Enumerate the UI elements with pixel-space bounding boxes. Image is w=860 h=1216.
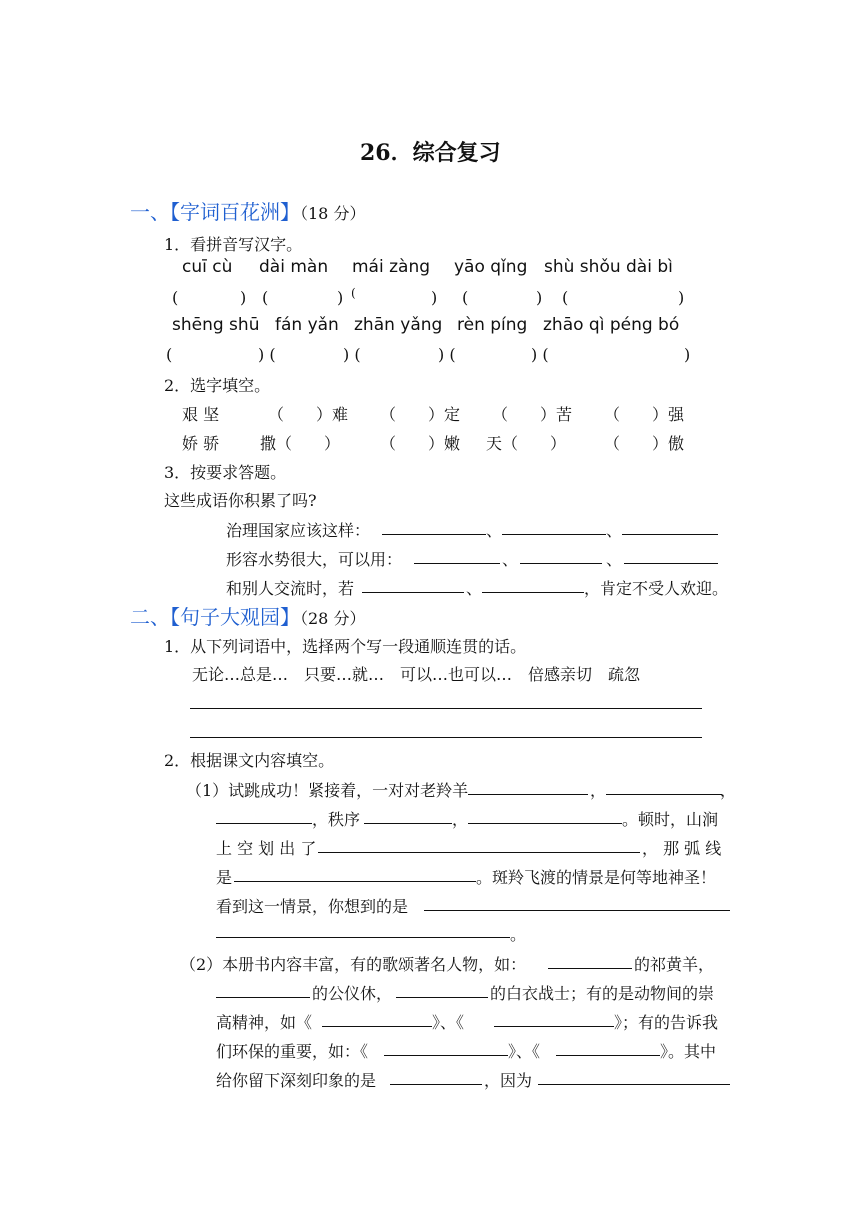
separator: 。: [510, 925, 527, 944]
pinyin-6: shēng shū: [172, 315, 260, 335]
passage-1-blank-1[interactable]: [468, 794, 588, 795]
idiom-prompt-3-end: ，肯定不受人欢迎。: [584, 579, 729, 598]
pinyin-1: cuī cù: [182, 257, 233, 277]
section-2-points: （28 分）: [300, 609, 366, 628]
page-title: 26．综合复习: [360, 140, 501, 166]
writing-line-2[interactable]: [190, 737, 702, 738]
separator: 、: [486, 521, 503, 540]
idiom-blank-3[interactable]: [622, 534, 718, 535]
separator: ，: [590, 781, 607, 800]
idiom-blank-5[interactable]: [520, 563, 602, 564]
passage-1-blank-5[interactable]: [468, 823, 622, 824]
question-2-2: 2．根据课文内容填空。: [164, 751, 335, 770]
idiom-prompt-1: 治理国家应该这样：: [226, 521, 371, 540]
passage-2-text-j: 》。其中: [660, 1042, 717, 1061]
passage-2-blank-4[interactable]: [322, 1026, 432, 1027]
answer-paren-2[interactable]: (: [262, 288, 269, 307]
passage-1-text-b: ，秩序: [312, 810, 361, 829]
idiom-blank-2[interactable]: [502, 534, 606, 535]
idiom-prompt-3: 和别人交流时，若: [226, 579, 355, 598]
char-blank-6[interactable]: （ ）嫩: [380, 434, 461, 453]
pinyin-8: zhān yǎng: [354, 315, 443, 335]
passage-2-text-b: 的祁黄羊，: [634, 955, 715, 974]
passage-1-text-g: 。斑羚飞渡的情景是何等地神圣！: [476, 868, 717, 887]
pinyin-2: dài màn: [259, 257, 329, 277]
char-blank-5[interactable]: 撒（ ）: [260, 434, 341, 453]
char-blank-3[interactable]: （ ）苦: [492, 405, 573, 424]
answer-paren-9-close: ) (: [531, 345, 549, 364]
passage-1-blank-9[interactable]: [216, 937, 510, 938]
passage-2-blank-8[interactable]: [390, 1084, 482, 1085]
writing-line-1[interactable]: [190, 708, 702, 709]
passage-1-text-d: 上 空 划 出 了: [216, 839, 317, 858]
answer-paren-5-close: ): [678, 288, 685, 307]
separator: ，: [720, 781, 737, 800]
pinyin-5: shù shǒu dài bì: [544, 257, 673, 277]
passage-2-blank-3[interactable]: [396, 997, 488, 998]
answer-paren-1-close: ): [240, 288, 247, 307]
passage-2-text-g: 》；有的告诉我: [614, 1013, 719, 1032]
answer-paren-1[interactable]: (: [172, 288, 179, 307]
char-blank-7[interactable]: 天（ ）: [486, 434, 567, 453]
passage-2-text-a: （2）本册书内容丰富，有的歌颂著名人物，如：: [180, 955, 527, 974]
passage-1-blank-4[interactable]: [364, 823, 452, 824]
section-1-points: （18 分）: [300, 204, 366, 223]
passage-2-blank-5[interactable]: [494, 1026, 614, 1027]
answer-paren-8-close: ) (: [438, 345, 456, 364]
pinyin-4: yāo qǐng: [454, 257, 528, 277]
question-1-2: 2．选字填空。: [164, 376, 271, 395]
question-1-1: 1．看拼音写汉字。: [164, 235, 303, 254]
answer-paren-10-close: ): [684, 345, 691, 364]
answer-paren-3[interactable]: (: [351, 286, 356, 300]
passage-2-text-f: 》、《: [432, 1013, 465, 1032]
passage-2-text-e: 高精神，如《: [216, 1013, 313, 1032]
char-group-1: 艰 坚: [182, 405, 220, 424]
passage-1-text-f: 是: [216, 868, 233, 887]
answer-paren-6[interactable]: (: [166, 345, 173, 364]
idiom-blank-4[interactable]: [414, 563, 500, 564]
question-2-1: 1．从下列词语中，选择两个写一段通顺连贯的话。: [164, 637, 527, 656]
idiom-blank-7[interactable]: [362, 592, 464, 593]
answer-paren-2-close: ): [337, 288, 344, 307]
passage-1-text-h: 看到这一情景，你想到的是: [216, 897, 409, 916]
char-blank-8[interactable]: （ ）傲: [604, 434, 685, 453]
answer-paren-3-close: ): [431, 288, 438, 307]
separator: 、: [466, 579, 483, 598]
char-group-2: 娇 骄: [182, 434, 220, 453]
idiom-blank-1[interactable]: [382, 534, 486, 535]
separator: 、: [502, 550, 519, 569]
question-1-3-intro: 这些成语你积累了吗?: [164, 491, 317, 510]
passage-2-text-c: 的公仪休，: [312, 984, 393, 1003]
passage-2-text-d: 的白衣战士；有的是动物间的崇: [490, 984, 715, 1003]
section-2-heading: [130, 601, 365, 630]
passage-2-text-l: ，因为: [484, 1071, 533, 1090]
pinyin-10: zhāo qì péng bó: [543, 315, 680, 335]
passage-2-text-i: 》、《: [508, 1042, 541, 1061]
answer-paren-6-close: ) (: [258, 345, 276, 364]
passage-1-blank-2[interactable]: [606, 794, 722, 795]
pinyin-7: fán yǎn: [275, 315, 339, 335]
passage-1-blank-3[interactable]: [216, 823, 312, 824]
passage-1-text-e: ， 那 弧 线: [642, 839, 722, 858]
passage-2-text-k: 给你留下深刻印象的是: [216, 1071, 377, 1090]
idiom-blank-8[interactable]: [482, 592, 584, 593]
passage-1-text-c: 。顿时，山涧: [622, 810, 719, 829]
idiom-prompt-2: 形容水势很大，可以用：: [226, 550, 403, 569]
question-1-3: 3．按要求答题。: [164, 463, 287, 482]
passage-1-text-a: （1）试跳成功！紧接着，一对对老羚羊: [186, 781, 469, 800]
answer-paren-5[interactable]: (: [562, 288, 569, 307]
idiom-blank-6[interactable]: [624, 563, 718, 564]
char-blank-2[interactable]: （ ）定: [380, 405, 461, 424]
passage-2-text-h: 们环保的重要，如：《: [216, 1042, 369, 1061]
question-2-1-words: 无论…总是… 只要…就… 可以…也可以… 倍感亲切 疏忽: [192, 665, 641, 684]
passage-1-blank-8[interactable]: [424, 910, 730, 911]
separator: ，: [452, 810, 469, 829]
separator: 、: [606, 521, 623, 540]
passage-2-blank-9[interactable]: [538, 1084, 730, 1085]
passage-2-blank-1[interactable]: [548, 968, 632, 969]
separator: 、: [606, 550, 623, 569]
char-blank-4[interactable]: （ ）强: [604, 405, 685, 424]
passage-1-blank-6[interactable]: [318, 852, 640, 853]
pinyin-9: rèn píng: [457, 315, 528, 335]
answer-paren-7-close: ) (: [343, 345, 361, 364]
char-blank-1[interactable]: （ ）难: [268, 405, 349, 424]
answer-paren-4[interactable]: (: [462, 288, 469, 307]
passage-2-blank-7[interactable]: [556, 1055, 660, 1056]
section-1-title: 一、【字词百花洲】: [130, 200, 300, 224]
section-2-title: 二、【句子大观园】: [130, 605, 300, 629]
section-1-heading: [130, 196, 365, 225]
passage-1-blank-7[interactable]: [234, 881, 476, 882]
pinyin-3: mái zàng: [352, 257, 431, 277]
answer-paren-4-close: ): [536, 288, 543, 307]
passage-2-blank-6[interactable]: [384, 1055, 508, 1056]
passage-2-blank-2[interactable]: [216, 997, 310, 998]
